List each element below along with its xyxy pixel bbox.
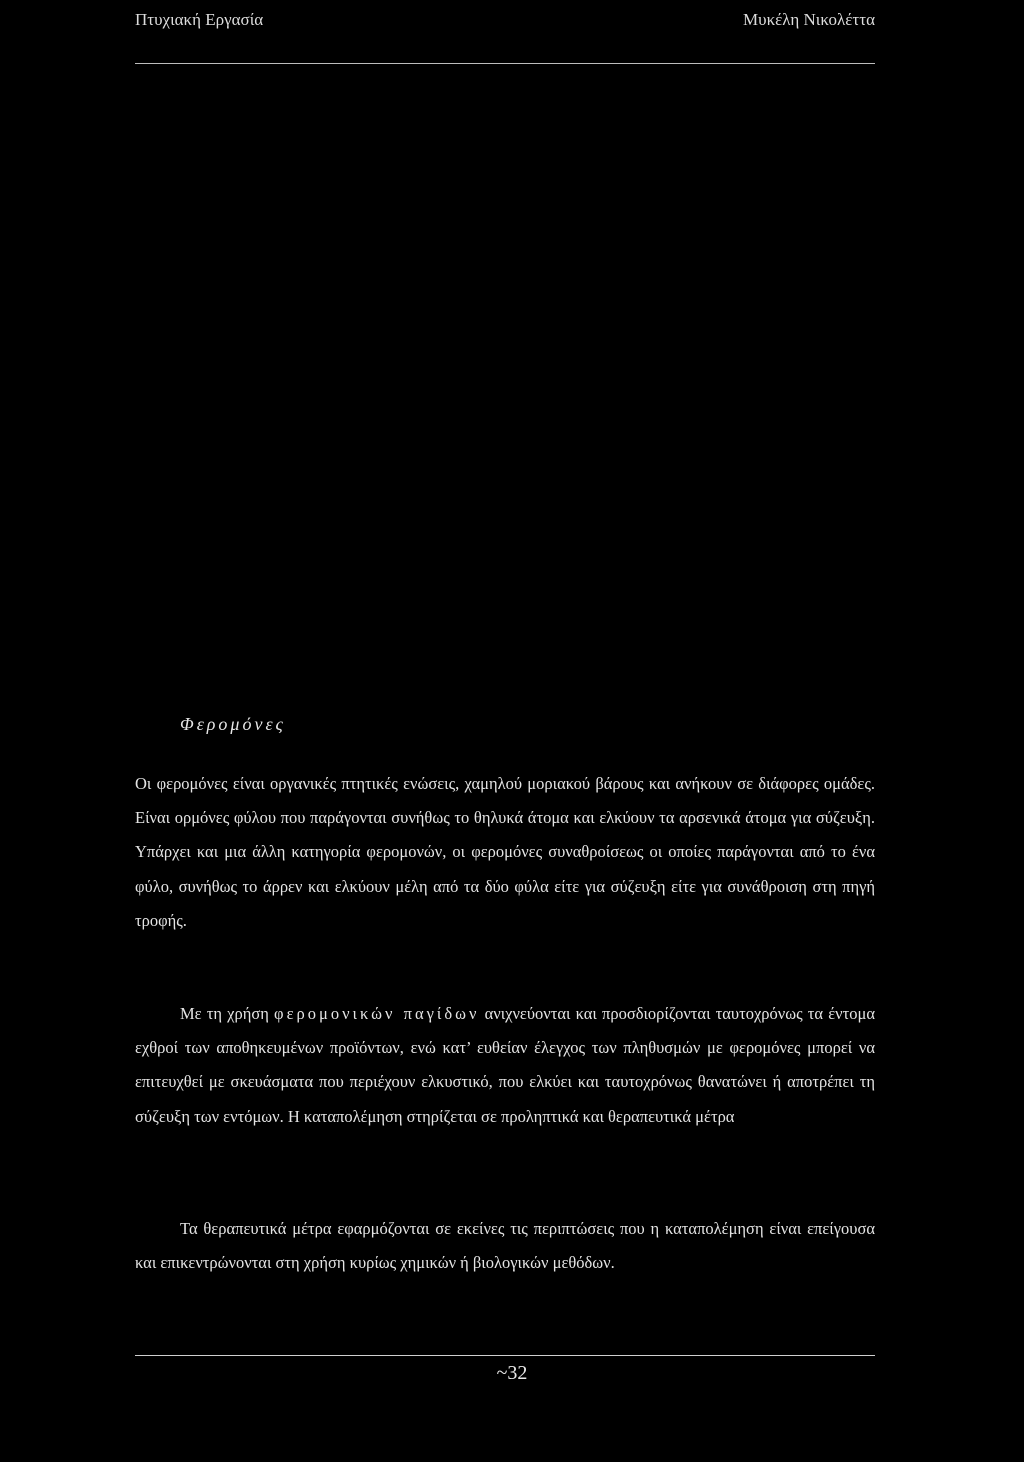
paragraph-2-text <box>135 997 875 1134</box>
paragraph-1-text: Οι φερομόνες είναι οργανικές πτητικές ενώσεις, χαμηλού μοριακού βάρους και ανήκουν σε διάφορες ομάδες. Είναι ορμόνες φύλου που παράγονται συνήθως το θηλυκά άτομα και ελκύουν τα αρσενικά άτομα για σύζευξη. Υπάρχει και μια άλλη κατηγορία φερομονών, οι φερομόνες συναθροίσεως οι οποίες παράγονται από το ένα φύλο, συνήθως το άρρεν και ελκύουν μέλη από τα δύο φύλα είτε για σύζευξη είτε για συνάθροιση στη πηγή τροφής. <box>135 774 875 930</box>
paragraph-3-text: Τα θεραπευτικά μέτρα εφαρμόζονται σε εκείνες τις περιπτώσεις που η καταπολέμηση είναι επείγουσα και επικεντρώνονται στη χρήση κυρίως χημικών ή βιολογικών μεθόδων. <box>135 1219 875 1273</box>
paragraph-2-emphasis: φερομονικών παγίδων <box>274 1004 480 1023</box>
paragraph-3 <box>135 1212 875 1280</box>
page-header <box>135 10 875 50</box>
header-document-type: Πτυχιακή Εργασία <box>135 10 264 29</box>
section-heading: Φερομόνες <box>180 714 286 734</box>
paragraph-2-start: Με τη χρήση <box>180 1004 275 1023</box>
paragraph-1 <box>135 767 875 938</box>
paragraph-2 <box>135 997 875 1134</box>
page-number: ~32 <box>496 1362 528 1384</box>
footer-divider <box>135 1355 875 1356</box>
header-author: Μυκέλη Νικολέττα <box>743 10 875 29</box>
paragraph-2-rest: ανιχνεύονται και προσδιορίζονται ταυτοχρόνως τα έντομα εχθροί των αποθηκευμένων προϊόντων, ενώ κατ’ ευθείαν έλεγχος των πληθυσμών με φερομόνες μπορεί να επιτευχθεί με σκευάσματα που περιέχουν ελκυστικό, που ελκύει και ταυτοχρόνως θανατώνει ή αποτρέπει τη σύζευξη των εντόμων. Η καταπολέμηση στηρίζεται σε προληπτικά και θεραπευτικά μέτρα <box>135 1004 875 1126</box>
header-divider <box>135 63 875 64</box>
